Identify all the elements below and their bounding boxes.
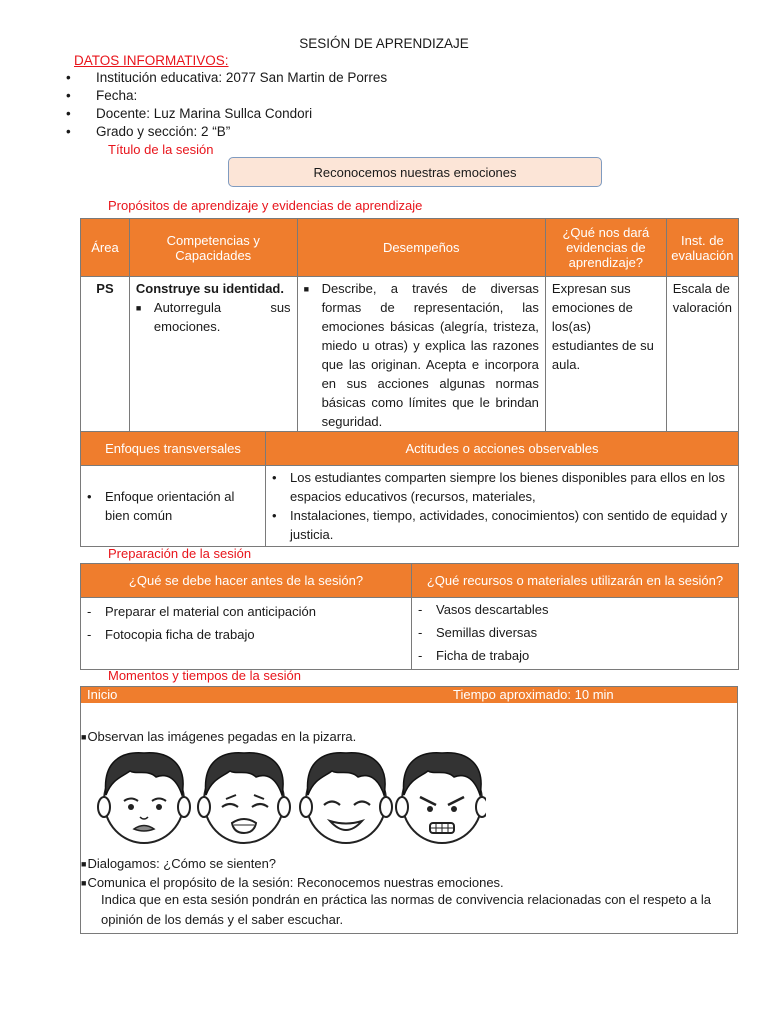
competencia-cell: Construye su identidad. ■ Autorregula sus emociones.	[129, 277, 297, 434]
preparacion-label: Preparación de la sesión	[108, 546, 252, 561]
area-cell: PS	[81, 277, 130, 434]
info-item: • Institución educativa: 2077 San Martin de Porres	[66, 70, 388, 85]
momento-line: ■Observan las imágenes pegadas en la pizarra.	[81, 729, 357, 744]
momentos-label: Momentos y tiempos de la sesión	[108, 668, 301, 683]
enfoque-cell: • Enfoque orientación al bien común	[81, 466, 266, 547]
momentos-header	[81, 687, 737, 703]
actitudes-cell: • Los estudiantes comparten siempre los bienes disponibles para ellos en los espacios educativos (recursos, materiales, • Instalaciones, tiempo, actividades, conocimientos) con sentido de equidad y justicia.	[266, 466, 739, 547]
header-competencias: Competencias y Capacidades	[129, 219, 297, 277]
momento-line: ■Dialogamos: ¿Cómo se sienten?	[81, 856, 277, 871]
sad-face-icon	[98, 753, 190, 843]
actitud-item: Instalaciones, tiempo, actividades, conocimientos) con sentido de equidad y justicia.	[290, 508, 728, 542]
tiempo-label: Tiempo aproximado: 10 min	[453, 687, 614, 702]
recurso-item: Vasos descartables	[436, 602, 549, 617]
recursos-cell: - Vasos descartables - Semillas diversas - Ficha de trabajo	[412, 598, 739, 670]
header-actitudes: Actitudes o acciones observables	[266, 432, 739, 466]
header-instrumento: Inst. de evaluación	[666, 219, 738, 277]
crying-face-icon	[198, 753, 290, 843]
enfoque-text: Enfoque orientación al bien común	[105, 489, 235, 523]
happy-face-icon	[300, 753, 392, 843]
momento-line: ■Comunica el propósito de la sesión: Reconocemos nuestras emociones.	[81, 875, 504, 890]
angry-face-icon	[396, 753, 486, 843]
antes-item: Preparar el material con anticipación	[105, 604, 316, 619]
header-recursos: ¿Qué recursos o materiales utilizarán en la sesión?	[412, 564, 739, 598]
preparacion-table	[80, 563, 739, 670]
emotion-faces-illustration	[96, 749, 486, 845]
propositos-table	[80, 218, 739, 434]
enfoques-table	[80, 431, 739, 547]
info-item: • Grado y sección: 2 “B”	[66, 124, 231, 139]
header-desempenos: Desempeños	[297, 219, 545, 277]
desempeno-cell: ■ Describe, a través de diversas formas de representación, las emociones básicas (alegría, tristeza, miedo u otras) y explica las razones que las originan. Acepta e incorpora en sus acciones algunas normas básicas como límites que le brindan seguridad.	[297, 277, 545, 434]
header-area: Área	[81, 219, 130, 277]
header-antes: ¿Qué se debe hacer antes de la sesión?	[81, 564, 412, 598]
indica-line: opinión de los demás y el saber escuchar.	[101, 912, 344, 927]
evidencia-cell: Expresan sus emociones de los(as) estudiantes de su aula.	[545, 277, 666, 434]
header-enfoques: Enfoques transversales	[81, 432, 266, 466]
antes-item: Fotocopia ficha de trabajo	[105, 627, 255, 642]
competencia-text: Construye su identidad.	[135, 281, 284, 296]
info-item: • Docente: Luz Marina Sullca Condori	[66, 106, 313, 121]
datos-heading: DATOS INFORMATIVOS:	[74, 53, 229, 68]
desempeno-text: Describe, a través de diversas formas de representación, las emociones básicas (alegría, tristeza, miedo u otras) y explica las razones que las originan. Acepta e incorpora en sus acciones algunas normas básicas como límites que le brindan seguridad.	[321, 281, 539, 429]
instrumento-cell: Escala de valoración	[666, 277, 738, 434]
actitud-item: Los estudiantes comparten siempre los bienes disponibles para ellos en los espacios educativos (recursos, materiales,	[290, 470, 726, 504]
inicio-label: Inicio	[87, 687, 118, 702]
session-title-box: Reconocemos nuestras emociones	[228, 157, 602, 187]
indica-line: Indica que en esta sesión pondrán en práctica las normas de convivencia relacionadas con el respeto a la	[101, 892, 711, 907]
page-title: SESIÓN DE APRENDIZAJE	[299, 36, 469, 51]
recurso-item: Semillas diversas	[436, 625, 538, 640]
recurso-item: Ficha de trabajo	[436, 648, 530, 663]
header-evidencias: ¿Qué nos dará evidencias de aprendizaje?	[545, 219, 666, 277]
antes-cell: - Preparar el material con anticipación - Fotocopia ficha de trabajo	[81, 598, 412, 670]
propositos-label: Propósitos de aprendizaje y evidencias de aprendizaje	[108, 198, 423, 213]
info-item: • Fecha:	[66, 88, 138, 103]
capacidad-text: Autorregula sus emociones.	[153, 300, 291, 334]
titulo-label: Título de la sesión	[108, 142, 214, 157]
